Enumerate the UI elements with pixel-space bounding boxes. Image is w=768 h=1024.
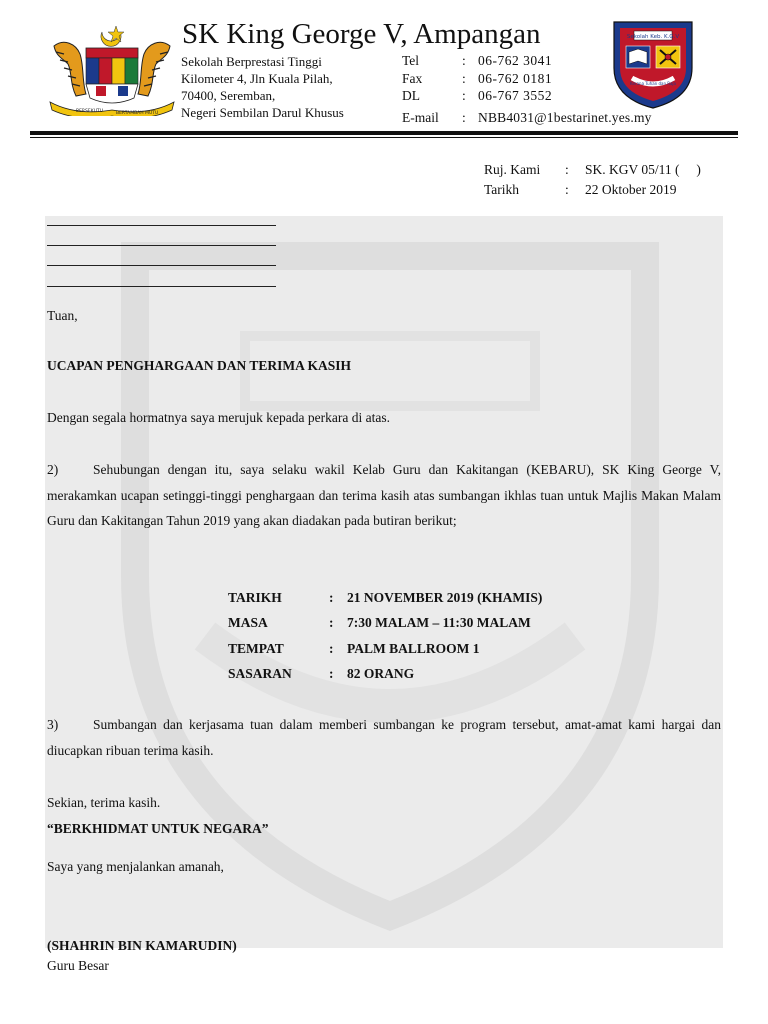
colon: : — [329, 641, 334, 656]
colon: : — [462, 88, 466, 103]
colon: : — [329, 590, 334, 605]
signatory-name: (SHAHRIN BIN KAMARUDIN) — [47, 938, 237, 953]
contact-value-fax: 06-762 0181 — [478, 71, 553, 86]
para-number: 3) — [47, 717, 59, 732]
colon: : — [329, 666, 334, 681]
colon: : — [565, 162, 569, 177]
contact-label-fax: Fax — [402, 71, 423, 86]
trust-line: Saya yang menjalankan amanah, — [47, 859, 224, 874]
colon: : — [565, 182, 569, 197]
detail-value: PALM BALLROOM 1 — [347, 641, 480, 656]
colon: : — [462, 71, 466, 86]
header-divider-thick — [30, 131, 738, 135]
closing-line: Sekian, terima kasih. — [47, 795, 161, 810]
recipient-line — [47, 225, 276, 226]
address-line: 70400, Seremban, — [181, 88, 276, 103]
paragraph-3 — [47, 712, 721, 763]
motto-text-left: BERSEKUTU — [76, 109, 103, 114]
colon: : — [329, 615, 334, 630]
detail-label: SASARAN — [228, 666, 292, 681]
opening-line: Dengan segala hormatnya saya merujuk kepada perkara di atas. — [47, 410, 390, 425]
recipient-line — [47, 245, 276, 246]
detail-label: TARIKH — [228, 590, 282, 605]
header-divider-thin — [30, 137, 738, 138]
coat-of-arms-logo — [46, 24, 178, 116]
date-value: 22 Oktober 2019 — [585, 182, 677, 197]
recipient-line — [47, 265, 276, 266]
motto-line: “BERKHIDMAT UNTUK NEGARA” — [47, 821, 269, 836]
letter-subject: UCAPAN PENGHARGAAN DAN TERIMA KASIH — [47, 358, 352, 373]
crest-watermark — [45, 216, 723, 948]
colon: : — [462, 110, 466, 125]
paragraph-2 — [47, 457, 721, 534]
detail-value: 7:30 MALAM – 11:30 MALAM — [347, 615, 531, 630]
signatory-position: Guru Besar — [47, 958, 109, 973]
contact-label-tel: Tel — [402, 53, 420, 68]
ref-value: SK. KGV 05/11 ( ) — [585, 162, 701, 177]
contact-value-email[interactable]: NBB4031@1bestarinet.yes.my — [478, 110, 652, 125]
crest-text: Sekolah Keb. K.G.V — [626, 34, 680, 40]
recipient-line — [47, 286, 276, 287]
motto-text-right: BERTAMBAH MUTU — [116, 111, 159, 116]
detail-value: 21 NOVEMBER 2019 (KHAMIS) — [347, 590, 543, 605]
address-line: Kilometer 4, Jln Kuala Pilah, — [181, 71, 333, 86]
school-crest-logo — [610, 18, 696, 110]
school-name: SK King George V, Ampangan — [182, 18, 541, 50]
contact-label-email: E-mail — [402, 110, 439, 125]
detail-value: 82 ORANG — [347, 666, 415, 681]
salutation: Tuan, — [47, 308, 78, 323]
address-line: Sekolah Berprestasi Tinggi — [181, 54, 322, 69]
para-number: 2) — [47, 462, 59, 477]
date-label: Tarikh — [484, 182, 520, 197]
ref-label: Ruj. Kami — [484, 162, 541, 177]
crest-motto: Kerana Tuhan dan Raja — [630, 81, 676, 86]
detail-label: MASA — [228, 615, 268, 630]
address-line: Negeri Sembilan Darul Khusus — [181, 105, 344, 120]
colon: : — [462, 53, 466, 68]
contact-label-dl: DL — [402, 88, 420, 103]
detail-label: TEMPAT — [228, 641, 284, 656]
para-text: Sumbangan dan kerjasama tuan dalam memberi sumbangan ke program tersebut, amat-amat kami hargai dan diucapkan ribuan terima kasih. — [47, 717, 721, 758]
contact-value-dl: 06-767 3552 — [478, 88, 553, 103]
contact-value-tel: 06-762 3041 — [478, 53, 553, 68]
para-text: Sehubungan dengan itu, saya selaku wakil Kelab Guru dan Kakitangan (KEBARU), SK King George V, merakamkan ucapan setinggi-tinggi penghargaan dan terima kasih atas sumbangan ikhlas tuan untuk Majlis Makan Malam Guru dan Kakitangan Tahun 2019 yang akan diadakan pada butiran berikut; — [47, 462, 721, 528]
